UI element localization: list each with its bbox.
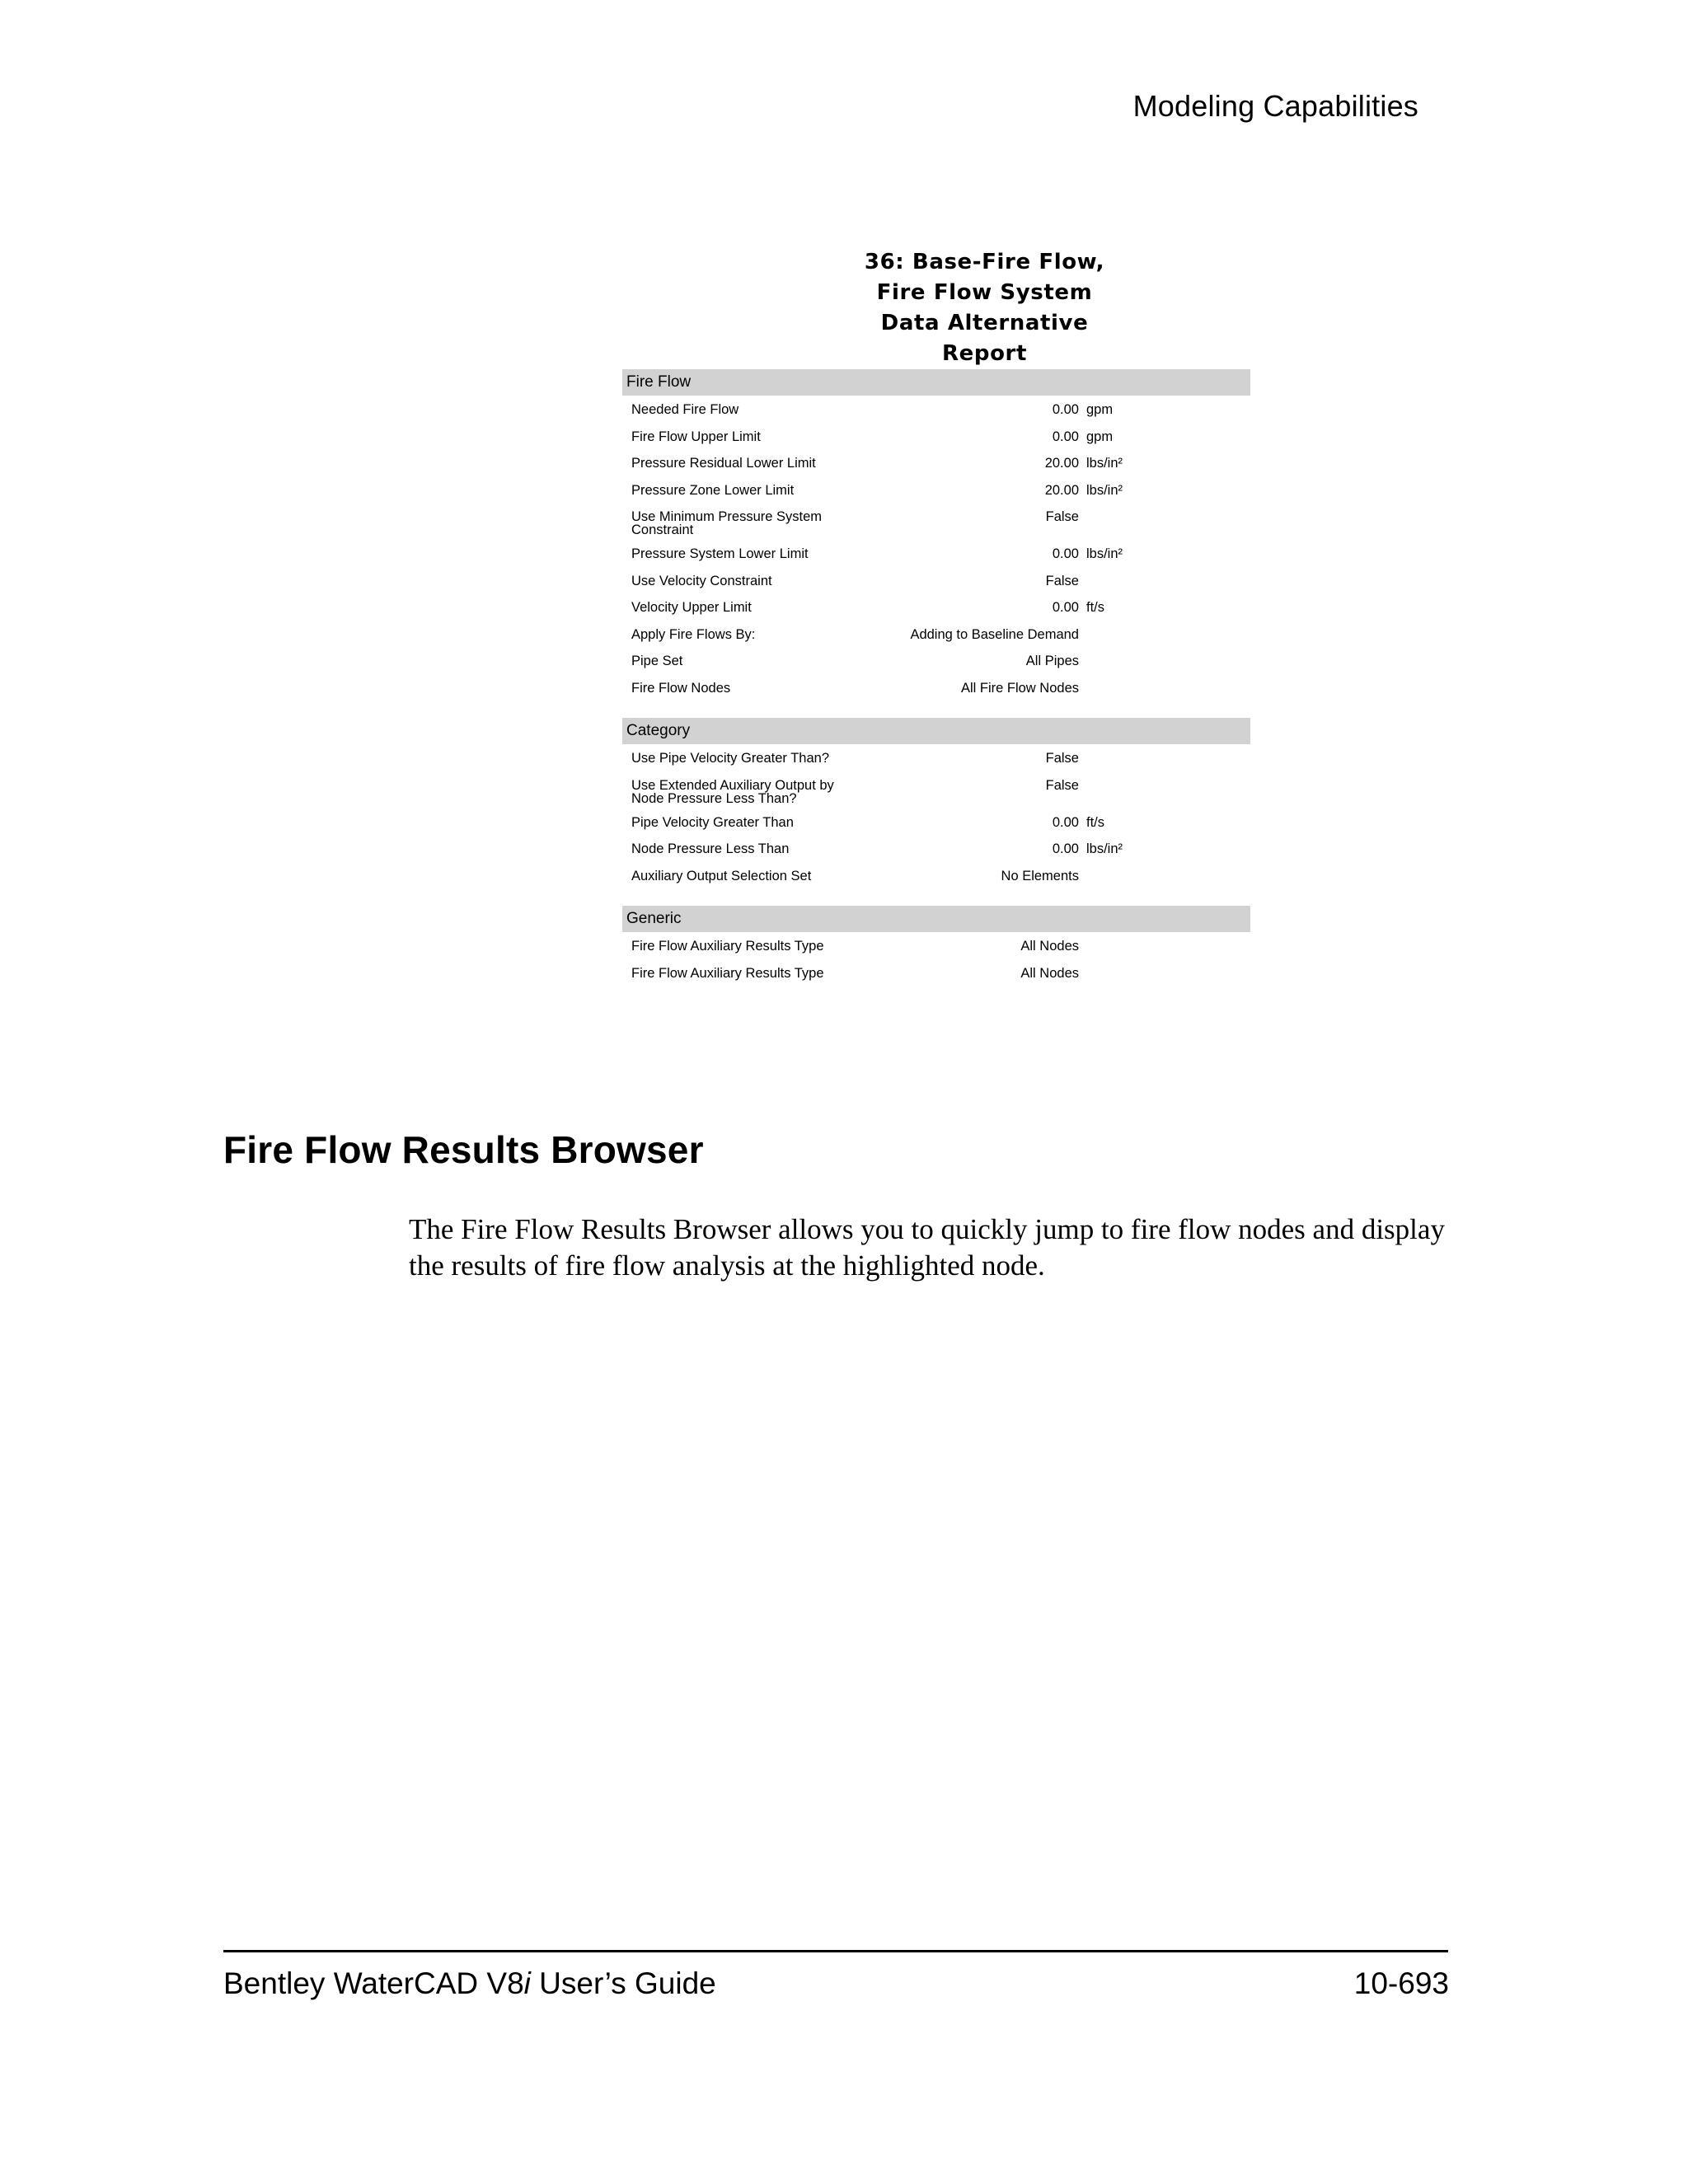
section-header: Fire Flow [622, 369, 1250, 396]
report-row [622, 452, 1250, 479]
row-label: Needed Fire Flow [631, 402, 739, 417]
report-title [858, 247, 1111, 369]
report-title-line: Data Alternative [880, 311, 1089, 335]
report-title-line: 36: Base-Fire Flow, [864, 250, 1105, 274]
row-unit: lbs/in² [1086, 456, 1123, 471]
row-label: Use Velocity Constraint [631, 573, 772, 588]
report-row [622, 677, 1250, 704]
report-row [622, 837, 1250, 865]
row-value: All Pipes [1025, 654, 1079, 668]
report-figure [622, 247, 1250, 988]
row-value: All Fire Flow Nodes [960, 680, 1079, 696]
guide-title-prefix: Bentley WaterCAD V8 [223, 1966, 524, 2000]
report-row [622, 865, 1250, 892]
row-value: 20.00 [1044, 456, 1079, 471]
row-unit: lbs/in² [1086, 841, 1123, 856]
row-label: Apply Fire Flows By: [631, 626, 756, 642]
report-row [622, 542, 1250, 569]
guide-title-suffix: User’s Guide [530, 1966, 716, 2000]
row-label: Use Pipe Velocity Greater Than? [631, 751, 829, 766]
section-heading: Fire Flow Results Browser [223, 1128, 704, 1171]
row-label: Auxiliary Output Selection Set [631, 868, 812, 883]
row-label: Use Minimum Pressure System Constraint [631, 509, 823, 537]
row-label: Pressure Zone Lower Limit [631, 482, 795, 498]
report-row [622, 962, 1250, 989]
section-category [622, 718, 1250, 891]
report-row [622, 425, 1250, 452]
section-header: Generic [622, 906, 1250, 932]
section-fire-flow [622, 369, 1250, 703]
report-row [622, 811, 1250, 838]
running-header: Modeling Capabilities [1132, 89, 1418, 123]
row-value: 0.00 [1052, 600, 1079, 615]
row-label: Node Pressure Less Than [631, 841, 790, 856]
page-number: 10-693 [1353, 1966, 1449, 2000]
row-label: Pressure System Lower Limit [631, 546, 809, 561]
row-value: 0.00 [1052, 814, 1079, 830]
row-value: 0.00 [1052, 429, 1079, 444]
row-value: 0.00 [1052, 402, 1079, 417]
row-label: Pipe Velocity Greater Than [631, 814, 794, 830]
report-row [622, 479, 1250, 506]
row-value: 20.00 [1044, 482, 1079, 498]
row-value: All Nodes [1020, 939, 1079, 954]
report-row [622, 747, 1250, 774]
row-value: False [1045, 751, 1079, 766]
report-row [622, 774, 1250, 811]
row-label: Fire Flow Auxiliary Results Type [631, 939, 824, 954]
row-value: 0.00 [1052, 546, 1079, 561]
row-value: False [1045, 509, 1079, 524]
row-value: 0.00 [1052, 841, 1079, 856]
row-label: Fire Flow Nodes [631, 680, 731, 696]
report-title-line: Fire Flow System [876, 280, 1093, 305]
row-label: Velocity Upper Limit [631, 600, 752, 615]
report-row [622, 505, 1250, 542]
section-header: Category [622, 718, 1250, 744]
body-paragraph: The Fire Flow Results Browser allows you to quickly jump to fire flow nodes and display the results of fire flow analysis at the highlighted node. [409, 1213, 1445, 1282]
row-value: Adding to Baseline Demand [910, 626, 1079, 642]
row-unit: ft/s [1086, 814, 1105, 830]
row-unit: lbs/in² [1086, 482, 1123, 498]
row-label: Fire Flow Upper Limit [631, 429, 761, 444]
report-row [622, 569, 1250, 597]
report-title-line: Report [942, 341, 1027, 366]
section-generic [622, 906, 1250, 988]
row-unit: lbs/in² [1086, 546, 1123, 561]
report-row [622, 623, 1250, 650]
row-value: False [1045, 777, 1079, 793]
row-value: All Nodes [1020, 965, 1079, 981]
row-label: Pressure Residual Lower Limit [631, 456, 816, 471]
report-row [622, 398, 1250, 425]
row-label: Fire Flow Auxiliary Results Type [631, 965, 824, 981]
row-unit: gpm [1086, 402, 1114, 417]
report-row [622, 935, 1250, 962]
report-row [622, 649, 1250, 677]
row-label: Pipe Set [631, 654, 683, 668]
row-unit: gpm [1086, 429, 1114, 444]
row-unit: ft/s [1086, 600, 1105, 615]
row-value: No Elements [1001, 868, 1079, 883]
footer-rule [223, 1950, 1448, 1952]
row-value: False [1045, 573, 1079, 588]
footer-guide-title [223, 1966, 716, 2001]
guide-title-italic: i [523, 1966, 531, 2000]
row-label: Use Extended Auxiliary Output by Node Pressure Less Than? [631, 777, 834, 806]
report-row [622, 596, 1250, 623]
